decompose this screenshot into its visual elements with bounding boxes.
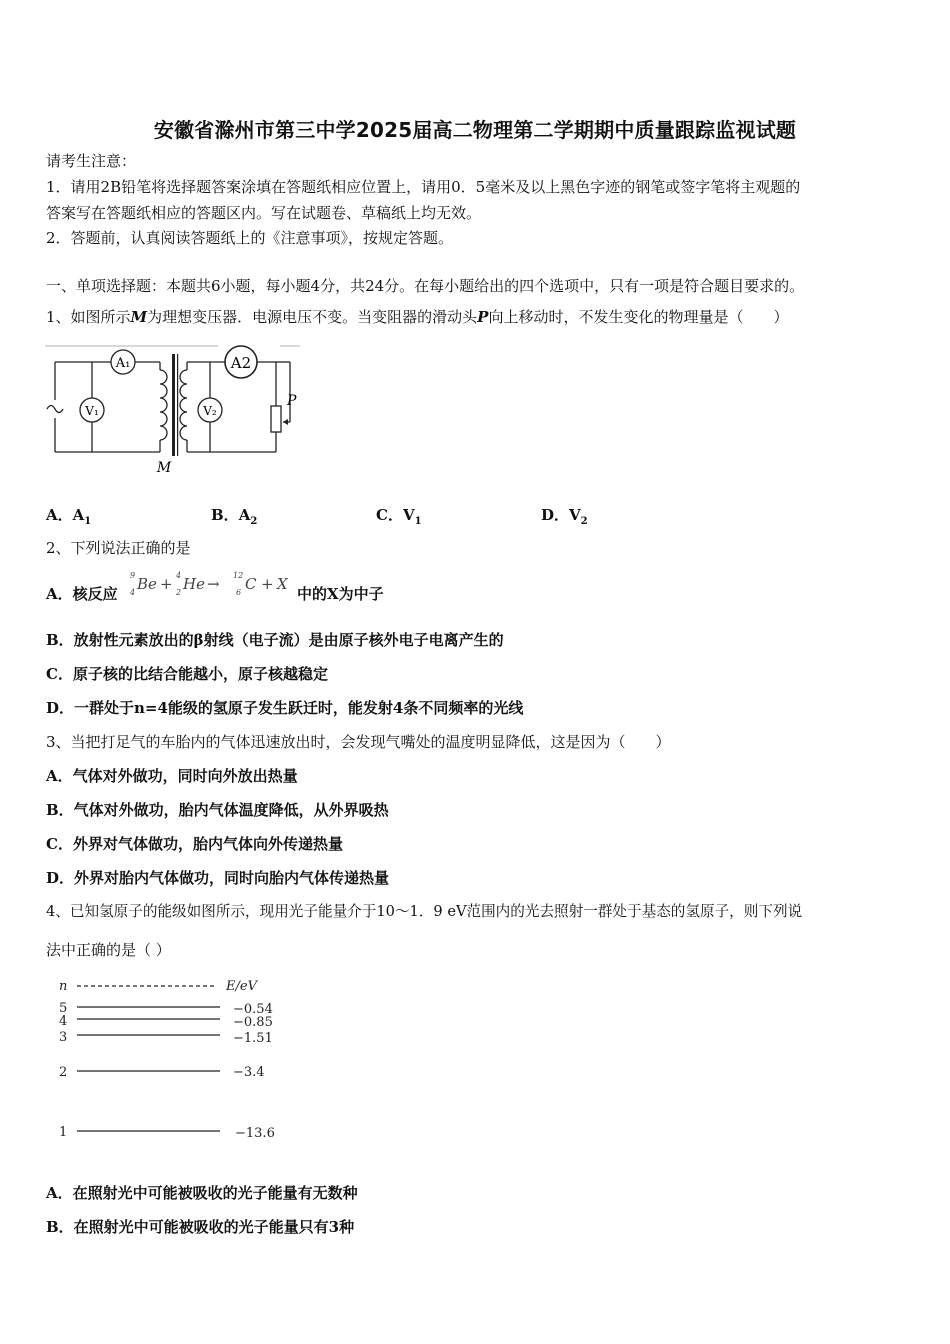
q1-option-c-value: V [402,506,415,524]
q2-option-b: B．放射性元素放出的β射线（电子流）是由原子核外电子电离产生的 [46,631,504,649]
q1-option-a-value: A [72,506,85,524]
notice-item-1: 1．请用2B铅笔将选择题答案涂填在答题纸相应位置上，请用0．5毫米及以上黑色字迹的钢笔或签字笔将主观题的 [46,178,801,196]
q3-option-c: C．外界对气体做功，胎内气体向外传递热量 [46,835,343,853]
plus-2: + [261,575,274,593]
reaction-arrow: → [207,575,220,593]
q2-option-a-post: 中的X为中子 [297,585,384,603]
level-4-energy: −0.85 [233,1015,273,1030]
q1-m: M [130,308,148,326]
slider-p-label: P [287,393,297,409]
question-2-stem: 2、下列说法正确的是 [46,539,191,557]
transformer-m-label: M [156,460,172,476]
q1-option-b [211,505,257,532]
he-symbol: He [183,575,205,593]
q1-option-c [376,505,422,532]
transformer-circuit-diagram [40,340,310,480]
q1-pre: 1、如图所示 [46,308,131,326]
q3-option-b: B．气体对外做功，胎内气体温度降低，从外界吸热 [46,801,389,819]
level-5-energy: −0.54 [233,1002,273,1017]
notice-heading: 请考生注意： [46,152,137,170]
ammeter-a2-label: A2 [230,354,252,372]
voltmeter-v2-label: V₂ [203,404,217,418]
level-4-n: 4 [59,1014,68,1029]
question-4-stem-continued: 法中正确的是（ ） [46,941,171,959]
q1-option-a-sub: 1 [84,516,92,527]
page-title: 安徽省滁州市第三中学2025届高二物理第二学期期中质量跟踪监视试题 [153,118,797,142]
voltmeter-v1-label: V₁ [85,404,99,418]
be-symbol: Be [137,575,157,593]
q1-option-b-sub: 2 [250,516,258,527]
c-mass-number: 12 [233,571,244,580]
q4-option-a: A．在照射光中可能被吸收的光子能量有无数种 [46,1184,358,1202]
level-3-n: 3 [59,1030,68,1045]
ammeter-a1-label: A₁ [115,356,131,371]
notice-item-1-continued: 答案写在答题纸相应的答题区内。写在试题卷、草稿纸上均无效。 [46,204,482,222]
level-2-n: 2 [59,1065,68,1080]
he-atomic-number: 2 [176,588,182,597]
be-mass-number: 9 [130,571,136,580]
section-heading: 一、单项选择题：本题共6小题，每小题4分，共24分。在每小题给出的四个选项中，只有一项是符合题目要求的。 [46,277,805,295]
q1-option-c-key: C． [376,506,403,524]
question-1-stem [46,307,788,327]
question-3-stem: 3、当把打足气的车胎内的气体迅速放出时，会发现气嘴处的温度明显降低，这是因为（ ） [46,733,671,751]
level-3-energy: −1.51 [233,1031,273,1046]
energy-axis-label: E/eV [226,979,257,994]
level-1-n: 1 [59,1125,68,1140]
plus-1: + [160,575,173,593]
q1-option-b-value: A [238,506,251,524]
q1-option-d-sub: 2 [580,516,588,527]
q3-option-a: A．气体对外做功，同时向外放出热量 [46,767,298,785]
level-2-energy: −3.4 [233,1065,265,1080]
q1-option-d-key: D． [541,506,570,524]
q2-option-d: D．一群处于n=4能级的氢原子发生跃迁时，能发射4条不同频率的光线 [46,699,524,717]
q1-p: P [477,308,489,326]
n-axis-label: n [59,979,68,994]
q1-option-b-key: B． [211,506,239,524]
nuclear-reaction-formula [125,568,297,602]
q1-option-c-sub: 1 [414,516,422,527]
q2-option-c: C．原子核的比结合能越小，原子核越稳定 [46,665,328,683]
q1-post: 向上移动时，不发生变化的物理量是（ ） [488,308,789,326]
x-symbol: X [277,575,288,593]
c-symbol: C [245,575,257,593]
c-atomic-number: 6 [236,588,242,597]
q3-option-d: D．外界对胎内气体做功，同时向胎内气体传递热量 [46,869,390,887]
level-5-n: 5 [59,1001,68,1016]
q1-option-a-key: A． [46,506,73,524]
q1-option-d-value: V [569,506,581,524]
q1-option-d [541,505,588,532]
q1-option-a [46,505,91,532]
question-4-stem: 4、已知氢原子的能级如图所示，现用光子能量介于10～1．9 eV范围内的光去照射一群处于基态的氢原子，则下列说 [46,903,803,920]
level-1-energy: −13.6 [235,1126,275,1141]
notice-item-2: 2．答题前，认真阅读答题纸上的《注意事项》，按规定答题。 [46,229,454,247]
q2-option-a-pre: A．核反应 [46,585,118,603]
be-atomic-number: 4 [130,588,136,597]
energy-level-diagram [50,975,290,1150]
he-mass-number: 4 [176,571,182,580]
q1-mid: 为理想变压器．电源电压不变。当变阻器的滑动头 [147,308,478,326]
q4-option-b: B．在照射光中可能被吸收的光子能量只有3种 [46,1218,355,1236]
